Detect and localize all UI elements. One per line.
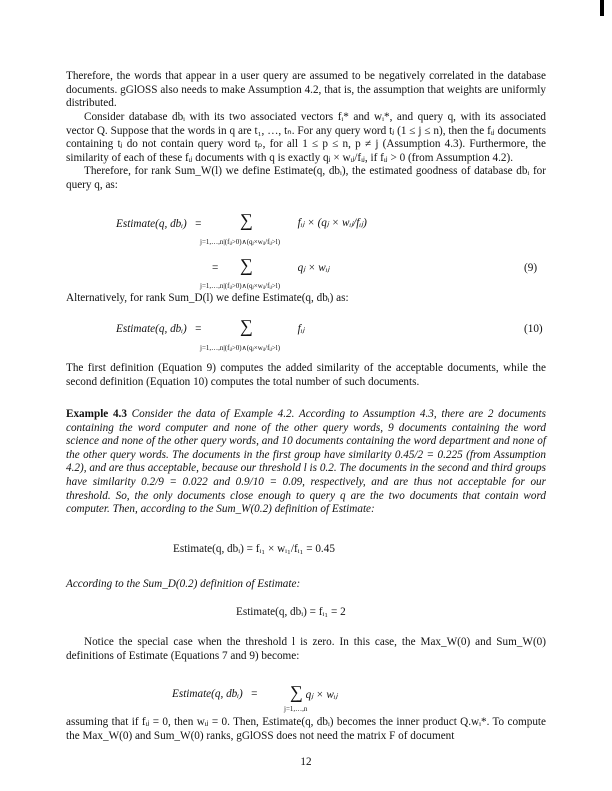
equation-9-line1: ∑ fᵢⱼ × (qⱼ × wᵢⱼ/fᵢⱼ) — [240, 210, 367, 230]
equation-10-sub: j=1,…,n|(fᵢⱼ>0)∧(qⱼ×wᵢⱼ/fᵢⱼ>l) — [200, 344, 281, 352]
page-number: 12 — [300, 756, 312, 768]
paragraph-6: According to the Sum_D(0.2) definition of Estimate: — [66, 578, 301, 590]
paragraph-3: Therefore, for rank Sum_W(l) we define Estimate(q, dbᵢ), the estimated goodness of database dbᵢ for query q, as: — [66, 165, 546, 191]
equation-10-lhs: Estimate(q, dbᵢ) = — [116, 323, 202, 335]
example-4-3 — [66, 408, 546, 517]
equation-number-10: (10) — [524, 323, 543, 335]
equation-9-eq: = — [212, 262, 219, 274]
example-label: Example 4.3 — [66, 408, 127, 420]
equation-9-line2: ∑ qⱼ × wᵢⱼ — [240, 255, 330, 275]
equation-sumd: Estimate(q, dbᵢ) = fᵢ₁ = 2 — [236, 606, 346, 618]
equation-9-sub1: j=1,…,n|(fᵢⱼ>0)∧(qⱼ×wᵢⱼ/fᵢⱼ>l) — [200, 238, 281, 246]
paragraph-8: assuming that if fᵢⱼ = 0, then wᵢⱼ = 0. Then, Estimate(q, dbᵢ) becomes the inner product Q.wᵢ*. To compute the Max_W(0) and Sum_W(0) ranks, gGlOSS does not need the matrix F of document — [66, 716, 546, 742]
paragraph-5: The first definition (Equation 9) computes the added similarity of the acceptable documents, while the second definition (Equation 10) computes the total number of such documents. — [66, 362, 546, 388]
equation-inner-rhs: ∑ qⱼ × wᵢⱼ — [290, 682, 338, 702]
equation-10-rhs: ∑ fᵢⱼ — [240, 316, 305, 336]
paragraph-2: Consider database dbᵢ with its two associated vectors fᵢ* and wᵢ*, and query q, with its associated vector Q. Suppose that the words in q are t₁, …, tₙ. For any query word tⱼ (1 ≤ j ≤ n), then the fᵢⱼ documents containing tⱼ do not contain query word tₚ, for all 1 ≤ p ≤ n, p ≠ j (Assumption 4.3). Furthermore, the similarity of each of these fᵢⱼ documents with q is exactly qⱼ × wᵢⱼ/fᵢⱼ, if fᵢⱼ > 0 (from Assumption 4.2). — [66, 111, 546, 164]
equation-inner-sub: j=1,…,n — [284, 705, 308, 713]
paragraph-7: Notice the special case when the threshold l is zero. In this case, the Max_W(0) and Sum_W(0) definitions of Estimate (Equations 7 and 9) become: — [66, 636, 546, 662]
equation-9-sub2: j=1,…,n|(fᵢⱼ>0)∧(qⱼ×wᵢⱼ/fᵢⱼ>l) — [200, 282, 281, 290]
paragraph-4: Alternatively, for rank Sum_D(l) we define Estimate(q, dbᵢ) as: — [66, 292, 349, 304]
paragraph-1: Therefore, the words that appear in a user query are assumed to be negatively correlated in the database documents. gGlOSS also needs to make Assumption 4.2, that is, the assumption that weights are uniformly distributed. — [66, 70, 546, 110]
equation-9-lhs: Estimate(q, dbᵢ) = — [116, 218, 202, 230]
scan-mark — [600, 0, 604, 16]
equation-inner-lhs: Estimate(q, dbᵢ) = — [172, 688, 258, 700]
equation-sumw: Estimate(q, dbᵢ) = fᵢ₁ × wᵢ₁/fᵢ₁ = 0.45 — [173, 543, 335, 555]
example-text: Consider the data of Example 4.2. According to Assumption 4.3, there are 2 documents containing the word computer and none of the other query words, 9 documents containing the word science and none of the other query words, and 10 documents containing the word department and none of the other query words. The documents in the first group have similarity 0.45/2 = 0.225 (from Assumption 4.2), and are thus acceptable, because our threshold l is 0.2. The documents in the second and third groups have similarity 0.2/9 = 0.022 and 0.9/10 = 0.09, respectively, and are thus not acceptable for our threshold. So, the only documents close enough to query q are the two documents that contain word computer. Then, according to the Sum_W(0.2) definition of Estimate: — [66, 408, 546, 516]
equation-number-9: (9) — [524, 262, 538, 274]
